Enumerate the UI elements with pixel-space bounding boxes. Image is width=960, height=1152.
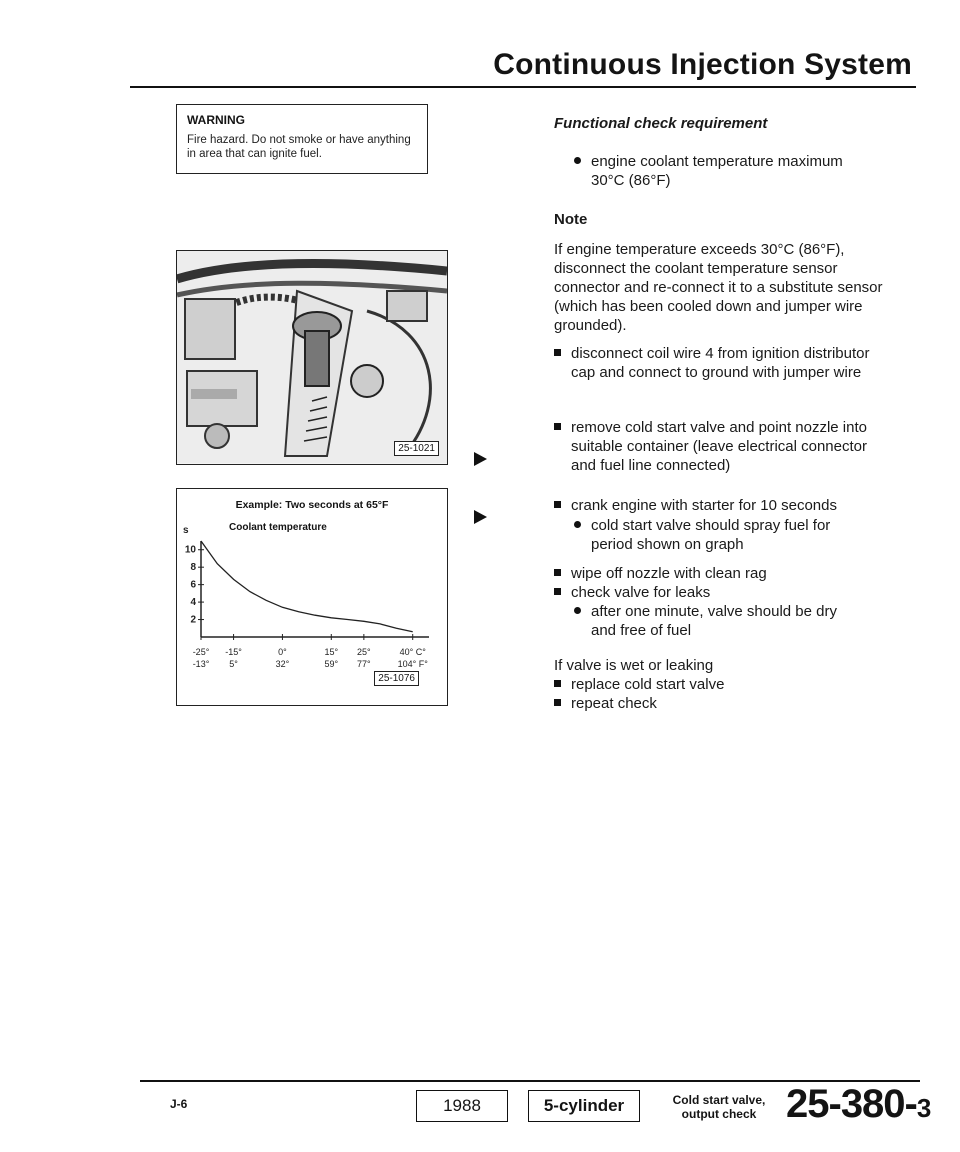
x-tick-label-celsius: 40° C°	[399, 647, 426, 657]
bullet-dot-icon	[574, 157, 581, 164]
warning-title: WARNING	[187, 113, 245, 127]
engine-photo	[176, 250, 448, 465]
graph-code-label: 25-1076	[374, 671, 419, 686]
page-reference: J-6	[170, 1097, 188, 1111]
arrow-right-icon	[474, 510, 487, 524]
bullet-square-icon	[554, 588, 561, 595]
engine-illustration	[177, 251, 447, 463]
year-box: 1988	[416, 1090, 508, 1122]
y-tick-label: 4	[190, 597, 196, 609]
step-item: replace cold start valve	[554, 675, 724, 694]
x-tick-label-fahrenheit: -13°	[192, 659, 210, 669]
x-tick-label-fahrenheit: 5°	[229, 659, 238, 669]
functional-heading: Functional check requirement	[554, 115, 768, 132]
x-tick-label-celsius: 0°	[278, 647, 287, 657]
step-item: check valve for leaks	[554, 583, 874, 602]
footer-description: Cold start valve, output check	[672, 1093, 766, 1121]
note-text: If engine temperature exceeds 30°C (86°F), disconnect the coolant temperature sensor connector and re-connect it to a substitute sensor (which has been cooled down and jumper wire grounded).	[554, 241, 883, 334]
y-tick-label: 10	[184, 544, 196, 556]
page-number: 25-380-3	[786, 1082, 931, 1126]
graph-subtitle: Coolant temperature	[229, 522, 327, 533]
graph-caption: Example: Two seconds at 65°F	[235, 499, 389, 511]
x-tick-label-fahrenheit: 32°	[275, 659, 290, 669]
note-heading: Note	[554, 211, 588, 228]
x-tick-label-fahrenheit: 77°	[357, 659, 371, 669]
bullet-square-icon	[554, 501, 561, 508]
x-tick-label-celsius: 15°	[324, 647, 339, 657]
y-unit-label: s	[183, 525, 189, 536]
header-rule	[130, 86, 916, 88]
cylinder-box: 5-cylinder	[528, 1090, 640, 1122]
bullet-dot-icon	[574, 607, 581, 614]
y-tick-label: 2	[190, 614, 196, 626]
substep-item: after one minute, valve should be dry and free of fuel	[574, 602, 864, 640]
step-item: crank engine with starter for 10 seconds	[554, 496, 874, 515]
bullet-square-icon	[554, 680, 561, 687]
substep-item: cold start valve should spray fuel for period shown on graph	[574, 516, 864, 554]
page-title: Continuous Injection System	[493, 48, 912, 81]
requirement-text: engine coolant temperature maximum 30°C (86°F)	[591, 153, 843, 189]
chart-series-line	[201, 541, 413, 632]
photo-code-label: 25-1021	[394, 441, 439, 456]
x-tick-label-celsius: -25°	[192, 647, 210, 657]
step-item: wipe off nozzle with clean rag	[554, 564, 874, 583]
step-item: remove cold start valve and point nozzle into suitable container (leave electrical connector and fuel line connected)	[554, 418, 874, 475]
step-item: repeat check	[554, 694, 657, 713]
warning-text: Fire hazard. Do not smoke or have anything in area that can ignite fuel.	[187, 134, 411, 160]
bullet-square-icon	[554, 569, 561, 576]
step-item: disconnect coil wire 4 from ignition distributor cap and connect to ground with jumper wire	[554, 344, 884, 382]
if-text: If valve is wet or leaking	[554, 657, 714, 674]
graph-box	[176, 488, 448, 706]
bullet-square-icon	[554, 349, 561, 356]
x-tick-label-celsius: 25°	[357, 647, 371, 657]
bullet-dot-icon	[574, 521, 581, 528]
y-tick-label: 8	[190, 562, 196, 574]
x-tick-label-celsius: -15°	[225, 647, 242, 657]
bullet-square-icon	[554, 423, 561, 430]
x-tick-label-fahrenheit: 59°	[324, 659, 339, 669]
warning-box	[176, 104, 428, 174]
arrow-right-icon	[474, 452, 487, 466]
y-tick-label: 6	[190, 579, 196, 591]
x-tick-label-fahrenheit: 104° F°	[397, 659, 428, 669]
bullet-square-icon	[554, 699, 561, 706]
requirement-item	[574, 152, 874, 190]
